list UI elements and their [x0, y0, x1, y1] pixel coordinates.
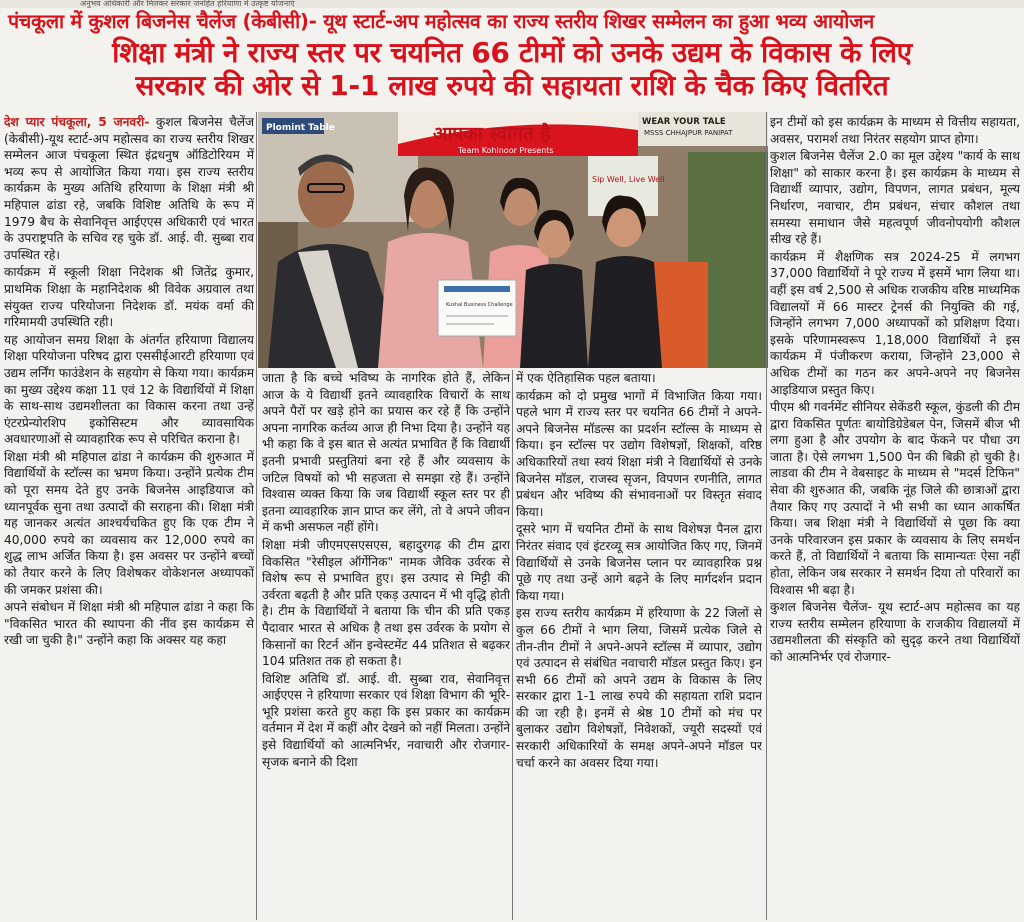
- paragraph: पीएम श्री गवर्नमेंट सीनियर सेकेंडरी स्कूल, कुंडली की टीम द्वारा विकसित पूर्णतः बायोडिग्रेडेबल पेन, जिसमें बीज भी लगा हुआ है और उपयोग के बाद फेंकने पर पौधा उग जाता है। ऐसे लगभग 1,500 पेन की बिक्री हो चुकी है। लाडवा की टीम ने वेबसाइट के माध्यम से "मदर्स टिफिन" सेवा की शुरुआत की, जबकि नूंह जिले की छात्राओं द्वारा तैयार किए गए उत्पादों ने भी सभी का ध्यान आकर्षित किया। जब शिक्षा मंत्री ने विद्यार्थियों से पूछा कि क्या उनके परिवारजन इस प्रकार के व्यवसाय के लिए समर्थन करते हैं, तो विद्यार्थियों ने बताया कि सामान्यतः ऐसा नहीं होता, लेकिन जब सरकार ने समर्थन दिया तो परिवारों का विश्वास भी बढ़ा है।: [770, 400, 1020, 597]
- cheque-text: Kushal Business Challenge: [446, 302, 513, 308]
- top-strip: अनुभव अधिकारी और मिलकर सरकार जनहित हरियाणा में उत्कृष्ट योजनाएं: [0, 0, 1024, 8]
- paragraph: जाता है कि बच्चे भविष्य के नागरिक होते हैं, लेकिन आज के ये विद्यार्थी इतने व्यावहारिक विचारों के साथ अपने पैरों पर खड़े होने का प्रयास कर रहे हैं कि उन्होंने अपना नागरिक कर्तव्य आज ही निभा दिया है। उन्होंने यह भी कहा कि वे इस बात से अत्यंत प्रभावित हैं कि विद्यार्थी इतनी प्रभावी प्रस्तुतियां बना रहे हैं और व्यवसाय के जटिल विषयों को भी सहजता से समझा रहे हैं। उन्होंने विश्वास व्यक्त किया कि जब विद्यार्थी स्कूल स्तर पर ही इतना व्यावहारिक ज्ञान प्राप्त कर लेंगे, तो वे अपने जीवन में कभी असफल नहीं होंगे।: [262, 371, 510, 535]
- main-headline: [0, 36, 1024, 102]
- article-column-3: [516, 370, 762, 920]
- paragraph: शिक्षा मंत्री श्री महिपाल ढांडा ने कार्यक्रम की शुरुआत में विद्यार्थियों के स्टॉल्स का भ्रमण किया। उन्होंने प्रत्येक टीम को पूरा समय देते हुए उनके बिजनेस आइडियाज को ध्यानपूर्वक सुना तथा उत्पादों की सराहना की। शिक्षा मंत्री यह जानकर अत्यंत आश्चर्यचकित हुए कि एक टीम ने 40,000 रुपये का व्यवसाय कर 12,000 रुपये का शुद्ध लाभ अर्जित किया है। इस अवसर पर उन्होंने बच्चों को तैयार करने के लिए विशेषकर वोकेशनल अध्यापकों की जमकर प्रशंसा की।: [4, 449, 254, 597]
- paragraph: कुशल बिजनेस चैलेंज- यूथ स्टार्ट-अप महोत्सव का यह राज्य स्तरीय सम्मेलन हरियाणा के राजकीय विद्यालयों में उद्यमशीलता की संस्कृति को सुदृढ़ करने तथा विद्यार्थियों को आत्मनिर्भर एवं रोजगार-: [770, 600, 1020, 664]
- article-column-4: [770, 114, 1020, 920]
- paragraph: इन टीमों को इस कार्यक्रम के माध्यम से वित्तीय सहायता, अवसर, परामर्श तथा निरंतर सहयोग प्राप्त होगा।: [770, 115, 1020, 146]
- sign-msss-text: MSSS CHHAJPUR PANIPAT: [644, 129, 733, 137]
- column-divider: [512, 370, 513, 920]
- paragraph: अपने संबोधन में शिक्षा मंत्री श्री महिपाल ढांडा ने कहा कि "विकसित भारत की स्थापना की नींव इस कार्यक्रम से रखी जा चुकी है।" उन्होंने कहा कि अक्सर यह कहा: [4, 600, 254, 648]
- paragraph: विशिष्ट अतिथि डॉ. आई. वी. सुब्बा राव, सेवानिवृत्त आईएएस ने हरियाणा सरकार एवं शिक्षा विभाग की भूरि-भूरि प्रशंसा करते हुए कहा कि इस प्रकार का कार्यक्रम वर्तमान में देश में कहीं और देखने को नहीं मिलता। उन्होंने इसे विद्यार्थियों को आत्मनिर्भर, नवाचारी और रोजगार-सृजक बनाने की दिशा: [262, 671, 510, 769]
- banner-sub-text: Team Kohinoor Presents: [458, 146, 554, 155]
- paragraph: कुशल बिजनेस चैलेंज 2.0 का मूल उद्देश्य "कार्य के साथ शिक्षा" को साकार करना है। इस कार्यक्रम के माध्यम से विद्यार्थी व्यापार, उद्योग, विपणन, लागत प्रबंधन, मूल्य निर्धारण, नवाचार, टीम प्रबंधन, संचार कौशल तथा समस्या समाधान जैसे महत्वपूर्ण जीवनोपयोगी कौशल सीख रहे हैं।: [770, 149, 1020, 247]
- sign-wear-text: WEAR YOUR TALE: [642, 117, 726, 127]
- paragraph: में एक ऐतिहासिक पहल बताया।: [516, 371, 656, 385]
- article-column-1: [4, 114, 254, 920]
- dateline: देश प्यार पंचकूला, 5 जनवरी-: [4, 115, 150, 129]
- paragraph: दूसरे भाग में चयनित टीमों के साथ विशेषज्ञ पैनल द्वारा निरंतर संवाद एवं इंटरव्यू सत्र आयोजित किए गए, जिनमें विद्यार्थियों से उनके बिजनेस प्लान पर व्यावहारिक प्रश्न पूछे गए तथा उन्हें आगे बढ़ने के लिए मार्गदर्शन प्रदान किया गया।: [516, 522, 762, 603]
- news-photo: [258, 112, 768, 368]
- cheque-header: [444, 286, 510, 292]
- student-2-blazer: [588, 256, 662, 368]
- student-1-blazer: [520, 264, 588, 368]
- column-divider: [766, 112, 767, 920]
- kicker-headline: पंचकूला में कुशल बिजनेस चैलेंज (केबीसी)- यूथ स्टार्ट-अप महोत्सव का राज्य स्तरीय शिखर सम्मेलन का हुआ भव्य आयोजन: [8, 10, 874, 33]
- man-face: [298, 160, 354, 228]
- sign-plomint-text: Plomint Table: [266, 123, 335, 133]
- paragraph: इस राज्य स्तरीय कार्यक्रम में हरियाणा के 22 जिलों से कुल 66 टीमों ने भाग लिया, जिसमें प्रत्येक जिले से तीन-तीन टीमों ने अपने-अपने स्टॉल्स में व्यापार, उद्योग एवं उत्पादन से संबंधित नवाचारी मॉडल प्रस्तुत किए। इन सभी 66 टीमों को अपने उद्यम के विकास के लिए सरकार द्वारा 1-1 लाख रुपये की सहायता राशि प्रदान की जा रही है। इनमें से श्रेष्ठ 10 टीमों को मंच पर बुलाकर उद्योग विशेषज्ञों, निवेशकों, ज्यूरी सदस्यों एवं सरकारी अधिकारियों के समक्ष अपने-अपने मॉडल पर चर्चा करने का अवसर दिया गया।: [516, 606, 762, 770]
- column-divider: [256, 112, 257, 920]
- banner-text: आपका स्वागत है: [433, 123, 551, 145]
- paragraph: कार्यक्रम में स्कूली शिक्षा निदेशक श्री जितेंद्र कुमार, प्राथमिक शिक्षा के महानिदेशक श्री विवेक अग्रवाल तथा संयुक्त राज्य परियोजना निदेशक डॉ. मयंक वर्मा की गरिमामयी उपस्थिति रही।: [4, 265, 254, 330]
- article-column-2: [262, 370, 510, 920]
- paragraph-text: कुशल बिजनेस चैलेंज (केबीसी)-यूथ स्टार्ट-अप महोत्सव का राज्य स्तरीय शिखर सम्मेलन आज पंचकूला स्थित इंद्रधनुष ऑडिटोरियम में भव्य रूप से आयोजित किया गया। इस राज्य स्तरीय कार्यक्रम के मुख्य अतिथि हरियाणा के शिक्षा मंत्री श्री महिपाल ढांडा रहे, जबकि विशिष्ट अतिथि के रूप में 1979 बैच के सेवानिवृत्त आईएएस अधिकारी एवं भारत के उपराष्ट्रपति के सचिव रह चुके डॉ. आई. वी. सुब्बा राव उपस्थित रहे।: [4, 115, 254, 262]
- paragraph: कार्यक्रम में शैक्षणिक सत्र 2024-25 में लगभग 37,000 विद्यार्थियों ने पूरे राज्य में इसमें भाग लिया था। वहीं इस वर्ष 2,500 से अधिक राजकीय वरिष्ठ माध्यमिक विद्यालयों में 66 मास्टर ट्रेनर्स की नियुक्ति की गई, जिन्होंने लगभग 7,000 अध्यापकों को प्रशिक्षण दिया। इसके परिणामस्वरूप 1,18,000 विद्यार्थियों ने इस कार्यक्रम में पंजीकरण कराया, जिन्होंने 23,000 से अधिक टीमों का गठन कर अपने-अपने नए बिजनेस आइडियाज प्रस्तुत किए।: [770, 249, 1020, 397]
- paragraph: यह आयोजन समग्र शिक्षा के अंतर्गत हरियाणा विद्यालय शिक्षा परियोजना परिषद द्वारा एससीईआरटी हरियाणा एवं उद्यम लर्निंग फाउंडेशन के सहयोग से किया गया। कार्यक्रम का मुख्य उद्देश्य कक्षा 11 एवं 12 के विद्यार्थियों में शिक्षा के साथ-साथ उद्यमशीलता का विकास करना तथा उन्हें एंटरप्रेन्योरशिप इकोसिस्टम और व्यावसायिक अवधारणाओं से व्यावहारिक रूप से परिचित कराना है।: [4, 332, 254, 447]
- poster-text: Sip Well, Live Well: [592, 175, 665, 184]
- photo-illustration: [258, 112, 768, 368]
- paragraph: कार्यक्रम को दो प्रमुख भागों में विभाजित किया गया। पहले भाग में राज्य स्तर पर चयनित 66 टीमों ने अपने-अपने बिजनेस मॉडल्स का प्रदर्शन स्टॉल्स के माध्यम से किया। इन स्टॉल्स पर उद्योग विशेषज्ञों, शिक्षकों, वरिष्ठ अधिकारियों तथा स्वयं शिक्षा मंत्री ने विद्यार्थियों से उनके बिजनेस मॉडल, राजस्व सृजन, विपणन रणनीति, लागत प्रबंधन और भविष्य की संभावनाओं पर विस्तृत संवाद किया।: [516, 388, 762, 519]
- paragraph: शिक्षा मंत्री जीएमएसएसएस, बहादुरगढ़ की टीम द्वारा विकसित "रेसीइल ऑर्गेनिक" नामक जैविक उर्वरक से विशेष रूप से प्रभावित हुए। इस उत्पाद से मिट्टी की उर्वरता बढ़ती है और प्रति एकड़ उत्पादन में भी वृद्धि होती है। टीम के विद्यार्थियों ने बताया कि चीन की प्रति एकड़ पैदावार भारत से अधिक है तथा इस उर्वरक के प्रयोग से किसानों का रिटर्न ऑन इन्वेस्टमेंट 44 प्रतिशत से बढ़कर 104 प्रतिशत तक हो सकता है।: [262, 537, 510, 669]
- paragraph: [4, 114, 254, 263]
- headline-line-2: सरकार की ओर से 1-1 लाख रुपये की सहायता राशि के चैक किए वितरित: [135, 69, 889, 102]
- headline-line-1: शिक्षा मंत्री ने राज्य स्तर पर चयनित 66 टीमों को उनके उद्यम के विकास के लिए: [112, 36, 912, 69]
